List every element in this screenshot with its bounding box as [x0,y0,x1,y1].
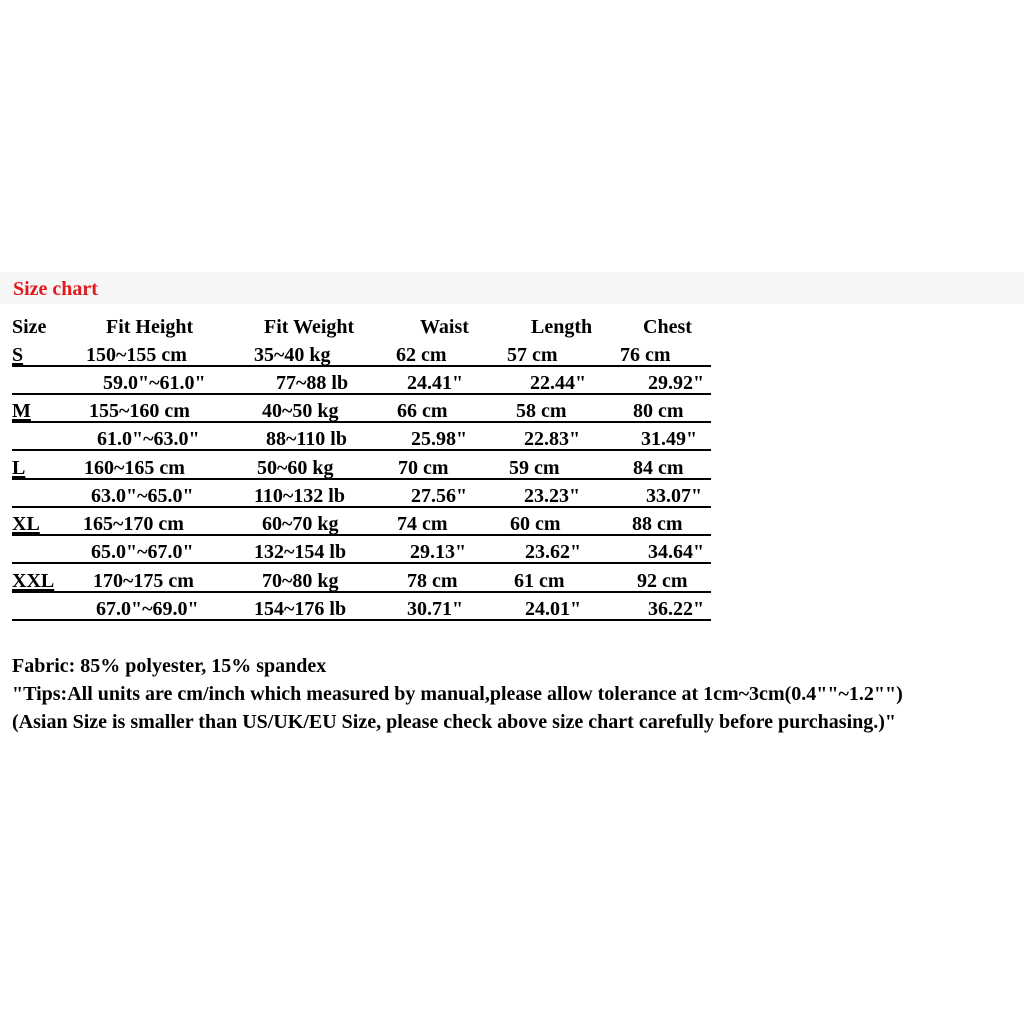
chest-in: 29.92" [648,372,705,394]
waist-cm: 62 cm [396,344,447,366]
size-label: XL [12,513,40,535]
row-divider [12,393,711,395]
length-cm: 60 cm [510,513,561,535]
weight-lb: 77~88 lb [276,372,349,394]
length-in: 22.44" [530,372,587,394]
row-divider [12,562,711,564]
waist-in: 24.41" [407,372,464,394]
weight-kg: 60~70 kg [262,513,339,535]
size-label: M [12,400,31,422]
length-in: 23.62" [525,541,582,563]
weight-lb: 154~176 lb [254,598,347,620]
chest-in: 34.64" [648,541,705,563]
weight-kg: 70~80 kg [262,570,339,592]
height-in: 67.0"~69.0" [96,598,199,620]
length-cm: 58 cm [516,400,567,422]
row-divider [12,365,711,367]
size-label: XXL [12,570,55,592]
chest-cm: 76 cm [620,344,671,366]
title-band [0,272,1024,304]
waist-in: 27.56" [411,485,468,507]
weight-lb: 110~132 lb [254,485,345,507]
height-cm: 155~160 cm [89,400,190,422]
waist-in: 30.71" [407,598,464,620]
row-divider [12,478,711,480]
size-label: L [12,457,26,479]
chest-cm: 92 cm [637,570,688,592]
height-cm: 165~170 cm [83,513,184,535]
chest-cm: 80 cm [633,400,684,422]
header-length: Length [531,316,593,338]
fabric-note: Fabric: 85% polyester, 15% spandex [12,655,327,677]
height-in: 65.0"~67.0" [91,541,194,563]
chest-cm: 88 cm [632,513,683,535]
chest-in: 36.22" [648,598,705,620]
row-divider [12,421,711,423]
row-divider [12,591,711,593]
header-chest: Chest [643,316,692,338]
length-cm: 61 cm [514,570,565,592]
weight-kg: 50~60 kg [257,457,334,479]
header-fit-weight: Fit Weight [264,316,355,338]
row-divider [12,449,711,451]
length-cm: 59 cm [509,457,560,479]
height-cm: 150~155 cm [86,344,187,366]
weight-kg: 40~50 kg [262,400,339,422]
waist-in: 25.98" [411,428,468,450]
size-label: S [12,344,24,366]
size-chart-title: Size chart [13,278,98,300]
row-divider [12,506,711,508]
row-divider [12,534,711,536]
header-size: Size [12,316,47,338]
height-in: 63.0"~65.0" [91,485,194,507]
waist-in: 29.13" [410,541,467,563]
asian-size-note: (Asian Size is smaller than US/UK/EU Size, please check above size chart carefully before purchasing.)" [12,711,897,733]
waist-cm: 78 cm [407,570,458,592]
height-in: 61.0"~63.0" [97,428,200,450]
header-waist: Waist [420,316,469,338]
length-in: 22.83" [524,428,581,450]
length-in: 23.23" [524,485,581,507]
height-cm: 170~175 cm [93,570,194,592]
chest-cm: 84 cm [633,457,684,479]
row-divider [12,619,711,621]
weight-kg: 35~40 kg [254,344,331,366]
weight-lb: 132~154 lb [254,541,347,563]
tips-note: "Tips:All units are cm/inch which measured by manual,please allow tolerance at 1cm~3cm(0.4""~1.2"") [12,683,903,705]
chest-in: 31.49" [641,428,698,450]
chest-in: 33.07" [646,485,703,507]
length-cm: 57 cm [507,344,558,366]
weight-lb: 88~110 lb [266,428,347,450]
waist-cm: 66 cm [397,400,448,422]
height-in: 59.0"~61.0" [103,372,206,394]
waist-cm: 74 cm [397,513,448,535]
height-cm: 160~165 cm [84,457,185,479]
header-fit-height: Fit Height [106,316,194,338]
length-in: 24.01" [525,598,582,620]
waist-cm: 70 cm [398,457,449,479]
